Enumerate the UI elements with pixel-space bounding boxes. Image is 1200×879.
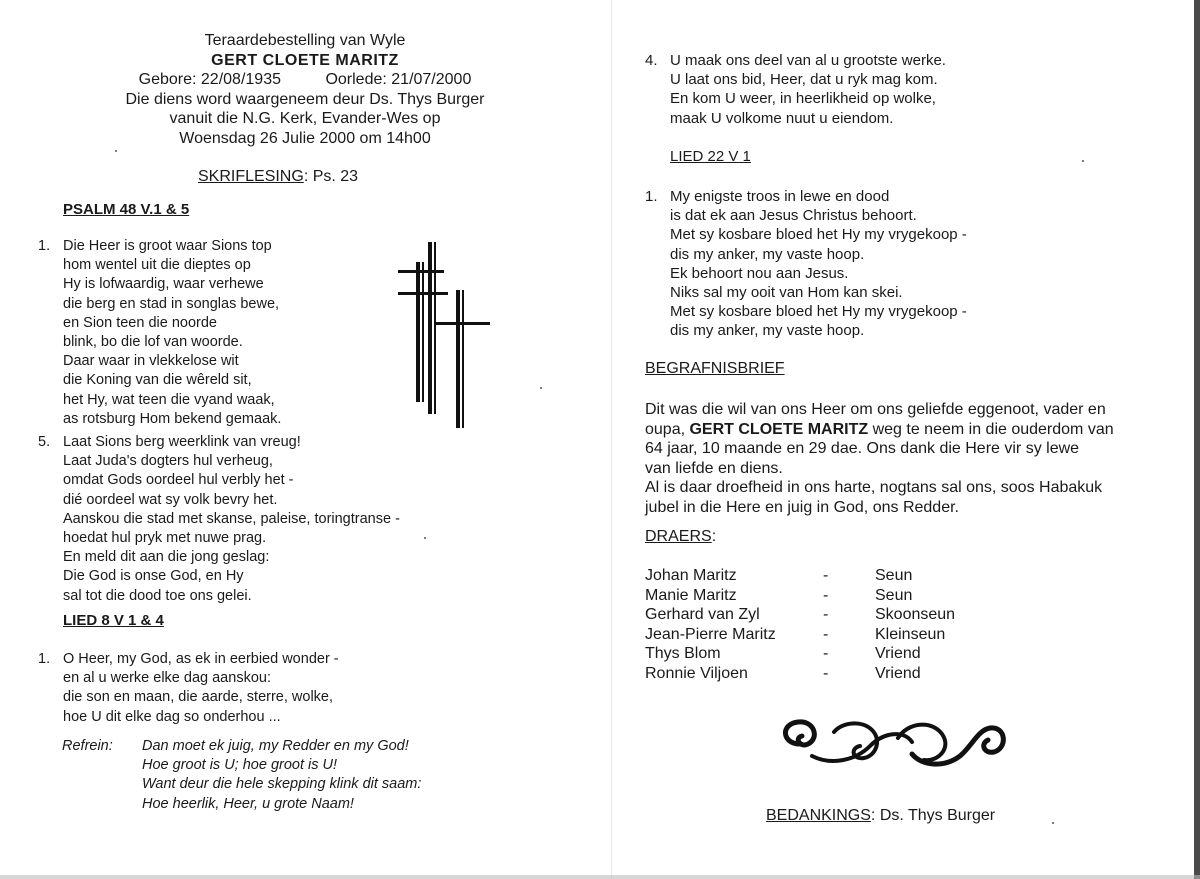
funeral-header: [60, 31, 550, 148]
table-row: Gerhard van Zyl - Skoonseun: [645, 606, 956, 623]
psalm48-title: PSALM 48 V.1 & 5: [63, 201, 190, 218]
bedankings-label: BEDANKINGS: [766, 807, 871, 824]
lied22-title: LIED 22 V 1: [670, 148, 751, 165]
skriflesing: SKRIFLESING: Ps. 23: [198, 168, 359, 185]
header-church: vanuit die N.G. Kerk, Evander-Wes op: [169, 110, 441, 127]
draers-table: [645, 566, 955, 683]
header-intro: Teraardebestelling van Wyle: [204, 32, 406, 49]
deceased-name: GERT CLOETE MARITZ: [211, 51, 399, 69]
scan-edge: [0, 875, 1200, 879]
scroll-flourish-icon: [772, 708, 1012, 780]
header-datetime: Woensdag 26 Julie 2000 om 14h00: [179, 129, 431, 147]
bedankings-value: Ds. Thys Burger: [879, 807, 996, 824]
table-row: Ronnie Viljoen - Vriend: [645, 664, 921, 682]
born-date: 22/08/1935: [200, 71, 281, 88]
born-label: Gebore:: [138, 71, 197, 88]
deceased-name-inline: GERT CLOETE MARITZ: [689, 420, 869, 438]
table-row: Manie Maritz - Seun: [645, 586, 913, 604]
table-row: Jean-Pierre Maritz - Kleinseun: [645, 625, 946, 643]
scan-edge: [1194, 0, 1200, 879]
bedankings: BEDANKINGS: Ds. Thys Burger: [766, 807, 996, 824]
header-officiant: Die diens word waargeneem deur Ds. Thys Burger: [125, 90, 485, 108]
speck: [1052, 822, 1054, 824]
draers-title: DRAERS: [645, 528, 712, 545]
lied8-title: LIED 8 V 1 & 4: [63, 612, 164, 629]
three-crosses-icon: [394, 240, 494, 430]
table-row: Johan Maritz - Seun: [645, 567, 913, 584]
speck: [115, 150, 117, 152]
died-date: 21/07/2000: [391, 71, 472, 88]
draers-heading: DRAERS:: [645, 528, 717, 545]
speck: [540, 387, 542, 389]
right-page: 4. U maak ons deel van al u grootste werke. U laat ons bid, Heer, dat u ryk mag kom. En kom U weer, in heerlikheid op wolke, maak U volkome nuut u eiendom. LIED 22 V 1 1. My enigste troos in lewe en dood is dat ek aan Jesus Christus behoort. Met sy kosbare bloed het Hy my vrygekoop - dis my anker, my vaste hoop. Ek behoort nou aan Jesus. Niks sal my ooit van Hom kan skei. Met sy kosbare bloed het Hy my vrygekoop - dis my anker, my vaste hoop. BEGRAFNISBRIEF Dit was die wil van ons Heer om ons geliefde eggenoot, vader en oupa, GERT CLOETE MARITZ weg te neem in die ouderdom van 64 jaar, 10 maande en 29 dae. Ons dank die Here vir sy lewe van liefde en diens. Al is daar droefheid in ons harte, nogtans sal ons, soos Habakuk jubel in die Here en juig in God, ons Redder. DRAERS: Johan Maritz - Seun Manie Maritz - Seun Gerhard van Zyl - Skoonseun Jean-Pierre Maritz - Kleinseun Thys Blom - Vriend Ronnie Viljoen - Vriend BEDANKINGS: Ds. Thys Burger: [645, 52, 1114, 824]
speck: [1082, 160, 1084, 162]
table-row: Thys Blom - Vriend: [645, 645, 921, 662]
begrafnisbrief-title: BEGRAFNISBRIEF: [645, 360, 785, 377]
header-dates: [60, 70, 550, 90]
skriflesing-value: Ps. 23: [312, 168, 359, 185]
begrafnisbrief-text: Dit was die wil van ons Heer om ons geliefde eggenoot, vader en oupa, GERT CLOETE MARITZ weg te neem in die ouderdom van 64 jaar, 10 maande en 29 dae. Ons dank die Here vir sy lewe van liefde en diens. Al is daar droefheid in ons harte, nogtans sal ons, soos Habakuk jubel in die Here en juig in God, ons Redder.: [645, 401, 1114, 516]
speck: [424, 537, 426, 539]
left-page: Teraardebestelling van Wyle GERT CLOETE MARITZ Gebore: 22/08/1935 Oorlede: 21/07/2000 Die diens word waargeneem deur Ds. Thys Burger vanuit die N.G. Kerk, Evander-Wes op Woensdag 26 Julie 2000 om 14h00 SKRIFLESING: Ps. 23 PSALM 48 V.1 & 5 1. Die Heer is groot waar Sions top hom wentel uit die dieptes op Hy is lofwaardig, waar verhewe die berg en stad in songlas bewe, en Sion teen die noorde blink, bo die lof van woorde. Daar waar in vlekkelose wit die Koning van die wêreld sit, het Hy, wat teen die vyand waak, as rotsburg Hom bekend gemaak. 5. Laat Sions berg weerklink van vreug! Laat Juda's dogters hul verheug, omdat Gods oordeel hul verbly het - dié oordeel wat sy volk bevry het. Aanskou die stad met skanse, paleise, toringtranse - hoedat hul pryk met nuwe prag. En meld dit aan die jong geslag: Die God is onse God, en Hy sal tot die dood toe ons gelei. LIED 8 V 1 & 4 1. O Heer, my God, as ek in eerbied wonder - en al u werke elke dag aanskou: die son en maan, die aarde, sterre, wolke, hoe U dit elke dag so onderhou ... Refrein: Dan moet ek juig, my Redder en my God! Hoe groot is U; hoe groot is U! Want deur die hele skepping klink dit saam: Hoe heerlik, Heer, u grote Naam!: [0, 0, 612, 879]
died-label: Oorlede:: [325, 71, 387, 88]
skriflesing-label: SKRIFLESING: [198, 168, 304, 185]
